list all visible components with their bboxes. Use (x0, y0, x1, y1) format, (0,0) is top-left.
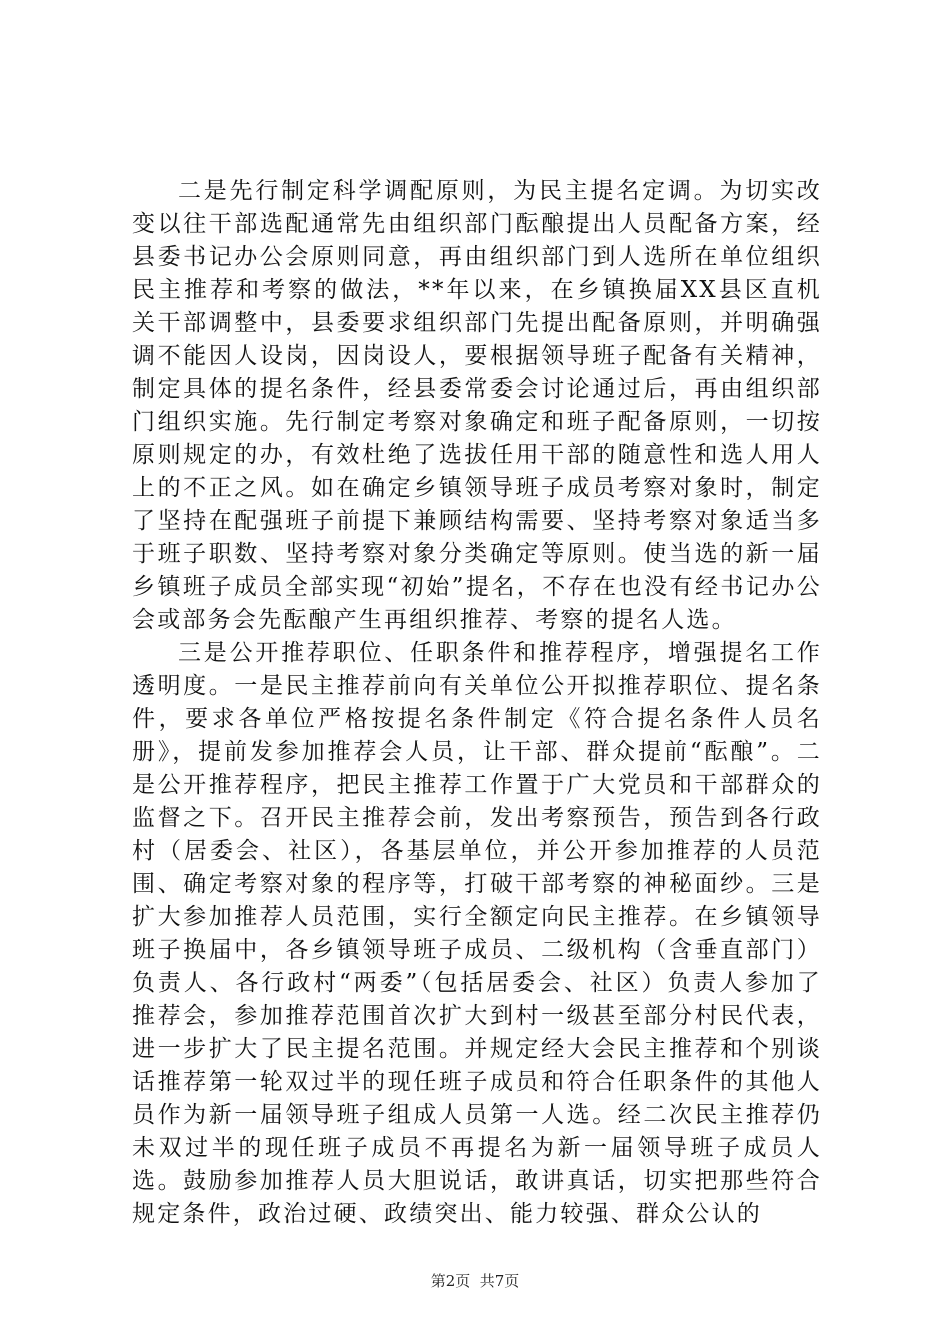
document-body (132, 175, 822, 1231)
paragraph-principles: 二是先行制定科学调配原则，为民主提名定调。为切实改变以往干部选配通常先由组织部门酝酿提出人员配备方案，经县委书记办公会原则同意，再由组织部门到人选所在单位组织民主推荐和考察的做法，**年以来，在乡镇换届XX县区直机关干部调整中，县委要求组织部门先提出配备原则，并明确强调不能因人设岗，因岗设人，要根据领导班子配备有关精神，制定具体的提名条件，经县委常委会讨论通过后，再由组织部门组织实施。先行制定考察对象确定和班子配备原则，一切按原则规定的办，有效杜绝了选拔任用干部的随意性和选人用人上的不正之风。如在确定乡镇领导班子成员考察对象时，制定了坚持在配强班子前提下兼顾结构需要、坚持考察对象适当多于班子职数、坚持考察对象分类确定等原则。使当选的新一届乡镇班子成员全部实现“初始”提名，不存在也没有经书记办公会或部务会先酝酿产生再组织推荐、考察的提名人选。 (132, 178, 822, 633)
page-number: 第2页 共7页 (430, 1272, 520, 1290)
paragraph-transparency: 三是公开推荐职位、任职条件和推荐程序，增强提名工作透明度。一是民主推荐前向有关单位公开拟推荐职位、提名条件，要求各单位严格按提名条件制定《符合提名条件人员名册》，提前发参加推荐会人员，让干部、群众提前“酝酿”。二是公开推荐程序，把民主推荐工作置于广大党员和干部群众的监督之下。召开民主推荐会前，发出考察预告，预告到各行政村（居委会、社区），各基层单位，并公开参加推荐的人员范围、确定考察对象的程序等，打破干部考察的神秘面纱。三是扩大参加推荐人员范围，实行全额定向民主推荐。在乡镇领导班子换届中，各乡镇领导班子成员、二级机构（含垂直部门）负责人、各行政村“两委”（包括居委会、社区）负责人参加了推荐会，参加推荐范围首次扩大到村一级甚至部分村民代表，进一步扩大了民主提名范围。并规定经大会民主推荐和个别谈话推荐第一轮双过半的现任班子成员和符合任职条件的其他人员作为新一届领导班子组成人员第一人选。经二次民主推荐仍未双过半的现任班子成员不再提名为新一届领导班子成员人选。鼓励参加推荐人员大胆说话，敢讲真话，切实把那些符合规定条件，政治过硬、政绩突出、能力较强、群众公认的 (132, 640, 822, 1227)
page-footer (0, 1271, 950, 1291)
